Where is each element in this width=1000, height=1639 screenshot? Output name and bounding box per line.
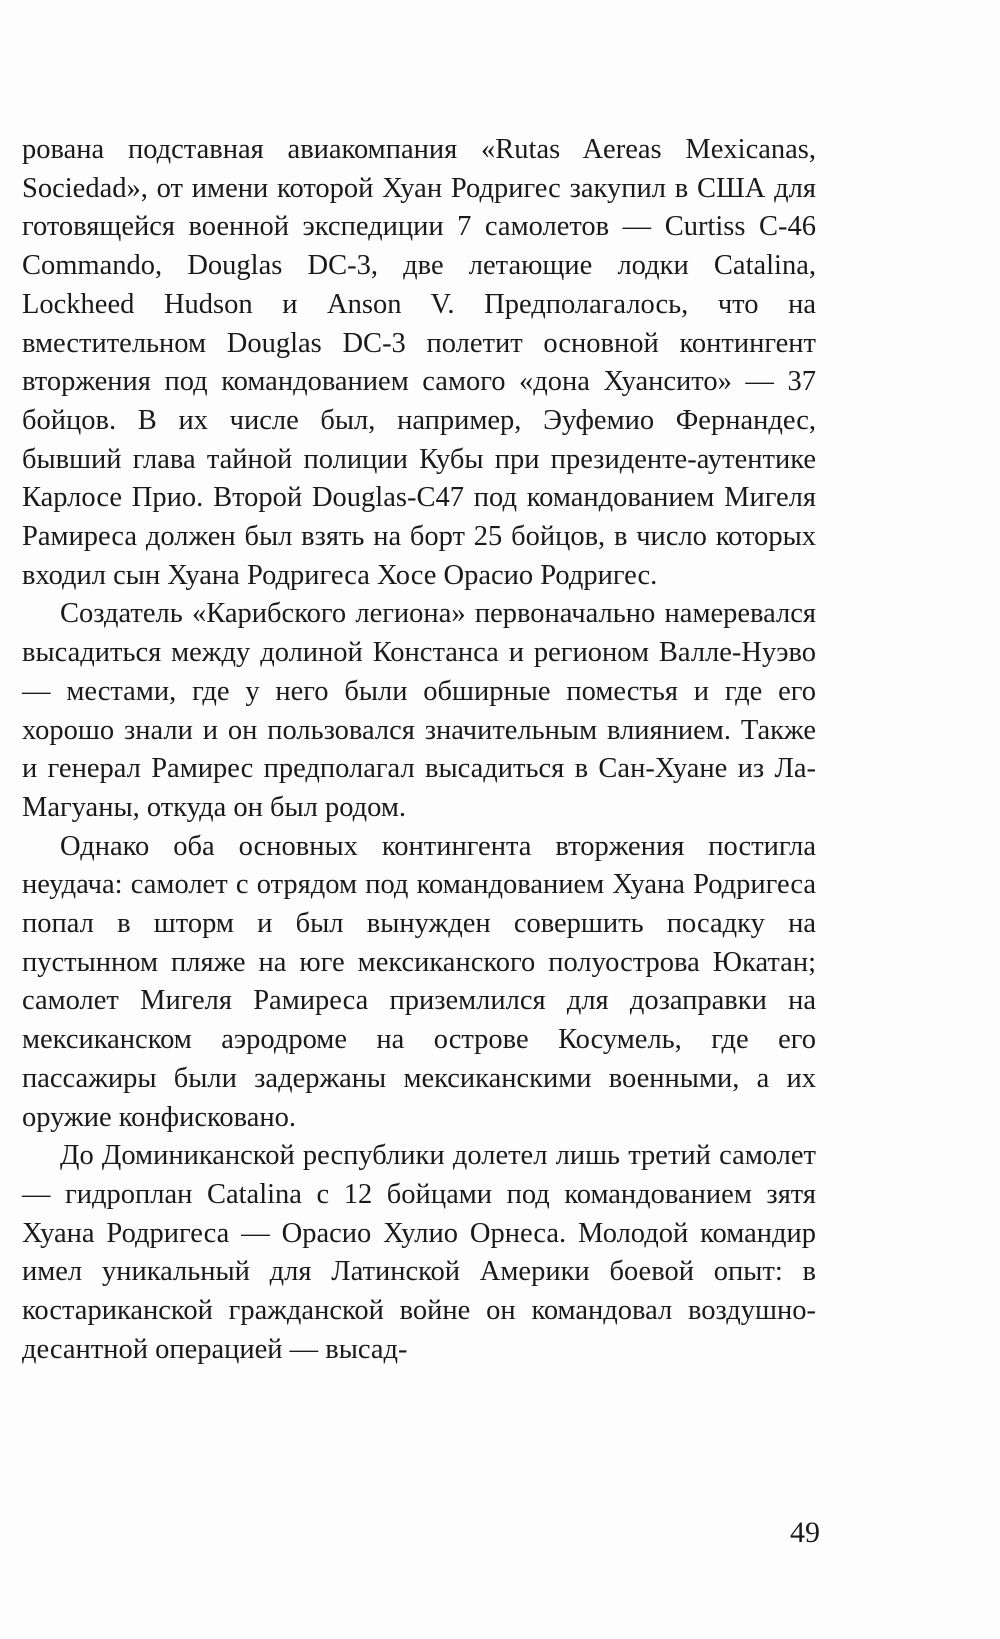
page-number: 49 xyxy=(790,1516,820,1549)
paragraph-1: рована подставная авиакомпания «Rutas Aereas Mexicanas, Sociedad», от имени которой Хуан Родригес закупил в США для готовящейся военной экспедиции 7 самолетов — Curtiss C-46 Commando, Douglas DC-3, две летающие лодки Catalina, Lockheed Hudson и Anson V. Предполагалось, что на вместительном Douglas DC-3 полетит основной контингент вторжения под командованием самого «дона Хуансито» — 37 бойцов. В их числе был, например, Эуфемио Фернандес, бывший глава тайной полиции Кубы при президенте-аутентике Карлосе Прио. Второй Douglas-C47 под командованием Мигеля Рамиреса должен был взять на борт 25 бойцов, в число которых входил сын Хуана Родригеса Хосе Орасио Родригес. xyxy=(22,134,816,591)
paragraph-2: Создатель «Карибского легиона» первоначально намеревался высадиться между долиной Констанса и регионом Валле-Нуэво — местами, где у него были обширные поместья и где его хорошо знали и он пользовался значительным влиянием. Также и генерал Рамирес предполагал высадиться в Сан-Хуане из Ла-Магуаны, откуда он был родом. xyxy=(22,598,816,823)
body-text xyxy=(22,131,816,1370)
paragraph-4: До Доминиканской республики долетел лишь третий самолет — гидроплан Catalina с 12 бойцами под командованием зятя Хуана Родригеса — Орасио Хулио Орнеса. Молодой командир имел уникальный для Латинской Америки боевой опыт: в костариканской гражданской войне он командовал воздушно-десантной операцией — высад- xyxy=(22,1140,816,1365)
paragraph-3: Однако оба основных контингента вторжения постигла неудача: самолет с отрядом под командованием Хуана Родригеса попал в шторм и был вынужден совершить посадку на пустынном пляже на юге мексиканского полуострова Юкатан; самолет Мигеля Рамиреса приземлился для дозаправки на мексиканском аэродроме на острове Косумель, где его пассажиры были задержаны мексиканскими военными, а их оружие конфисковано. xyxy=(22,830,816,1133)
